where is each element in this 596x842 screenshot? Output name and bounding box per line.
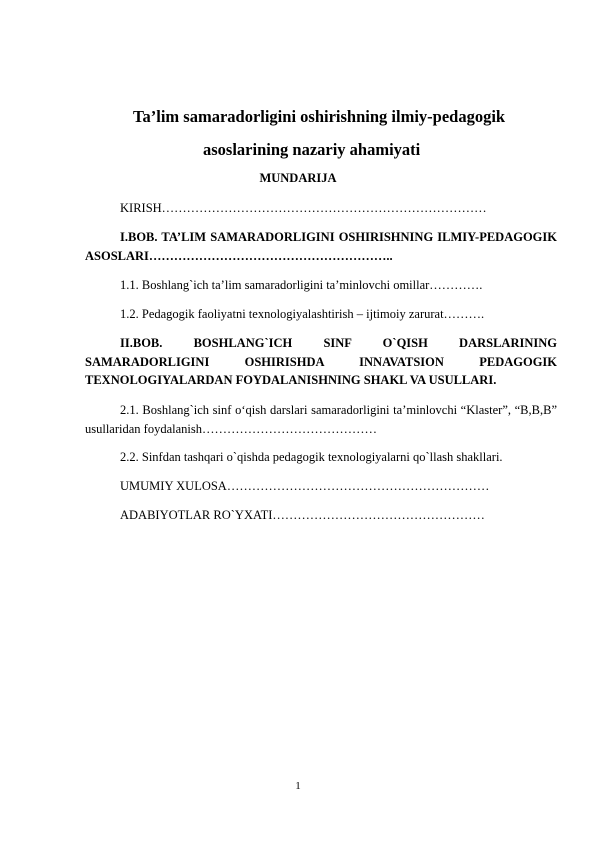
toc-entry-label: 1.2. Pedagogik faoliyatni texnologiyalashtirish – ijtimoiy zarurat……….	[120, 307, 485, 321]
toc-entry-kirish[interactable]	[85, 199, 557, 218]
toc-entry-chapter-2[interactable]	[85, 334, 557, 390]
document-title-line-2: asoslarining nazariy ahamiyati	[203, 140, 421, 159]
toc-entry-label: ADABIYOTLAR RO`YXATI……………………………………………	[120, 508, 485, 522]
toc-entry-chapter-1[interactable]	[85, 228, 557, 265]
toc-entry-2-2[interactable]	[85, 448, 557, 467]
toc-entry-conclusion[interactable]	[85, 477, 557, 496]
toc-entry-label: UMUMIY XULOSA………………………………………………………	[120, 479, 490, 493]
toc-entry-label: I.BOB. TA’LIM SAMARADORLIGINI OSHIRISHNING ILMIY-PEDAGOGIK ASOSLARI…………………………………………………..	[85, 230, 557, 263]
toc-entry-label: II.BOB. BOSHLANG`ICH SINF O`QISH DARSLARINING SAMARADORLIGINI OSHIRISHDA INNAVATSION PEDAGOGIK TEXNOLOGIYALARDAN FOYDALANISHNING SHAKL VA USULLARI.	[85, 336, 557, 388]
toc-entry-label: KIRISH……………………………………………………………………	[120, 201, 487, 215]
toc-entry-1-1[interactable]	[85, 276, 557, 295]
contents-heading: MUNDARIJA	[259, 171, 337, 185]
toc-entry-label: 1.1. Boshlang`ich ta’lim samaradorligini ta’minlovchi omillar………….	[120, 278, 483, 292]
toc-entry-bibliography[interactable]	[85, 506, 557, 525]
page-number: 1	[295, 780, 301, 792]
toc-entry-1-2[interactable]	[85, 305, 557, 324]
document-title-line-1: Ta’lim samaradorligini oshirishning ilmiy-pedagogik	[133, 107, 506, 126]
toc-entry-label: 2.1. Boshlang`ich sinf o‘qish darslari samaradorligini ta’minlovchi “Klaster”, “B,B,B” usullaridan foydalanish……………………………………	[85, 403, 557, 436]
toc-entry-2-1[interactable]	[85, 401, 557, 438]
toc-entry-label: 2.2. Sinfdan tashqari o`qishda pedagogik texnologiyalarni qo`llash shakllari.	[120, 450, 503, 464]
